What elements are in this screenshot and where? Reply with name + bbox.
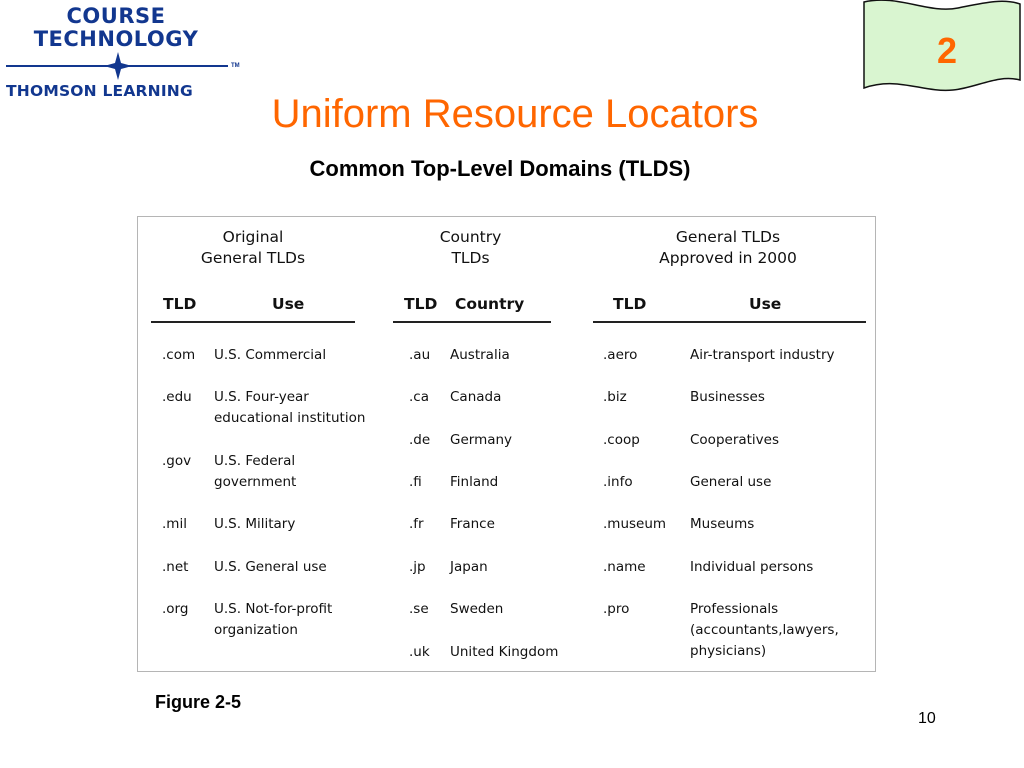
country-cell: Germany [450,432,513,448]
slide-subtitle: Common Top-Level Domains (TLDS) [309,156,691,181]
group-heading-line: Original [222,228,284,246]
use-cell: Individual persons [690,559,814,575]
tld-cell: .uk [409,644,430,660]
logo-line-course: COURSE [66,4,166,28]
use-cell: Businesses [690,389,765,405]
use-cell: Professionals (accountants,lawyers, physicians) [690,601,839,659]
course-technology-logo [0,0,260,110]
country-cell: Australia [450,347,510,363]
logo-line-thomson: THOMSON LEARNING [6,82,193,100]
tld-cell: .gov [162,453,192,469]
col-head-use: Use [272,295,305,313]
tld-cell: .fi [409,474,422,490]
tld-cell: .museum [603,516,667,532]
tld-cell: .com [162,347,196,363]
column-rule [393,321,551,323]
column-rule [151,321,355,323]
country-cell: Japan [450,559,488,575]
column-rule [593,321,866,323]
use-cell: U.S. Not-for-profit organization [214,601,333,638]
tld-cell: .aero [603,347,638,363]
use-cell: U.S. Federal government [214,453,297,490]
tld-cell: .name [603,559,646,575]
tld-cell: .au [409,347,431,363]
use-cell: Cooperatives [690,432,780,448]
tld-cell: .pro [603,601,630,617]
col-head-tld: TLD [613,295,647,313]
use-cell: Air-transport industry [690,347,835,363]
figure-caption: Figure 2-5 [155,692,242,712]
col-head-country: Country [455,295,525,313]
use-cell: U.S. Four-year educational institution [214,389,366,426]
use-cell: U.S. Military [214,516,296,532]
tld-cell: .ca [409,389,429,405]
country-cell: France [450,516,495,532]
use-cell: General use [690,474,772,490]
use-cell: U.S. Commercial [214,347,327,363]
tld-cell: .net [162,559,189,575]
col-head-tld: TLD [404,295,438,313]
group-heading-line: General TLDs [675,228,781,246]
group-heading-new [608,227,848,269]
tld-cell: .org [162,601,189,617]
use-cell: U.S. General use [214,559,327,575]
group-heading-original [158,227,348,269]
country-cell: Canada [450,389,502,405]
tld-cell: .info [603,474,633,490]
logo-star-line-icon [0,52,240,82]
tld-cell: .edu [162,389,192,405]
col-head-tld: TLD [163,295,197,313]
logo-line-technology: TECHNOLOGY [33,27,199,51]
tld-cell: .coop [603,432,640,448]
group-heading-line: TLDs [451,249,490,267]
tld-cell: .mil [162,516,187,532]
logo-trademark: TM [231,63,240,69]
use-cell: Museums [690,516,755,532]
tld-cell: .se [409,601,429,617]
group-heading-country [393,227,548,269]
chapter-number: 2 [936,30,958,71]
page-number: 10 [918,710,936,727]
chapter-flag [858,0,1024,96]
country-cell: Sweden [450,601,504,617]
group-heading-line: Country [439,228,502,246]
slide-title: Uniform Resource Locators [271,92,759,136]
tld-cell: .fr [409,516,424,532]
country-cell: United Kingdom [450,644,559,660]
tld-cell: .jp [409,559,426,575]
country-cell: Finland [450,474,499,490]
tld-cell: .de [409,432,431,448]
group-heading-line: Approved in 2000 [659,249,797,267]
tld-cell: .biz [603,389,627,405]
col-head-use: Use [749,295,782,313]
group-heading-line: General TLDs [200,249,306,267]
tld-figure [137,216,876,672]
